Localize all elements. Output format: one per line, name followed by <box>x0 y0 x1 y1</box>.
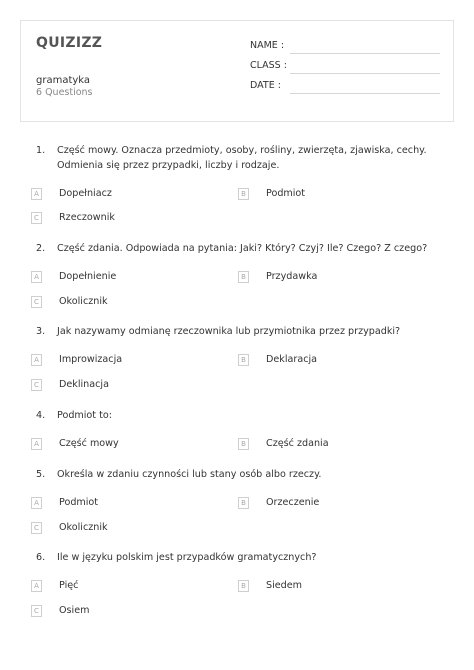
option-letter-box: A <box>31 580 42 592</box>
option-text: Deklaracja <box>266 354 318 365</box>
option-letter-box: B <box>238 188 249 200</box>
date-label: DATE : <box>250 80 281 91</box>
option-text: Osiem <box>59 605 90 616</box>
option-text: Orzeczenie <box>266 497 320 508</box>
option-text: Część mowy <box>59 438 119 449</box>
option-letter-box: C <box>31 296 42 308</box>
option-text: Pięć <box>59 580 79 591</box>
question-text: Część zdania. Odpowiada na pytania: Jaki? Który? Czyj? Ile? Czego? Z czego? <box>57 243 428 254</box>
option-text: Okolicznik <box>59 522 108 533</box>
option-text: Przydawka <box>266 271 318 282</box>
option-letter-box: C <box>31 379 42 391</box>
option-letter-box: A <box>31 271 42 283</box>
option-letter-box: B <box>238 497 249 509</box>
question-number: 1. <box>36 145 46 156</box>
name-field[interactable] <box>250 40 440 54</box>
question-number: 5. <box>36 469 46 480</box>
option-letter-box: A <box>31 497 42 509</box>
question-number: 4. <box>36 410 46 421</box>
option-letter-box: C <box>31 605 42 617</box>
option-text: Okolicznik <box>59 296 108 307</box>
option-letter-box: A <box>31 188 42 200</box>
worksheet-header <box>20 20 454 122</box>
question-text: Ile w języku polskim jest przypadków gramatycznych? <box>57 552 317 563</box>
question-number: 2. <box>36 243 46 254</box>
question-text: Określa w zdaniu czynności lub stany osób albo rzeczy. <box>57 469 322 480</box>
option-letter-box: B <box>238 354 249 366</box>
option-letter-box: B <box>238 438 249 450</box>
class-line <box>290 73 440 74</box>
option-text: Część zdania <box>266 438 329 449</box>
option-letter-box: A <box>31 354 42 366</box>
option-letter-box: C <box>31 522 42 534</box>
question-number: 3. <box>36 326 46 337</box>
name-line <box>290 53 440 54</box>
option-text: Siedem <box>266 580 302 591</box>
question-count: 6 Questions <box>36 87 93 98</box>
class-field[interactable] <box>250 60 440 74</box>
class-label: CLASS : <box>250 60 287 71</box>
question-text: Jak nazywamy odmianę rzeczownika lub przymiotnika przez przypadki? <box>57 326 401 337</box>
question-text: Część mowy. Oznacza przedmioty, osoby, rośliny, zwierzęta, zjawiska, cechy. Odmienia się przez przypadki, liczby i rodzaje. <box>57 145 427 171</box>
date-line <box>290 93 440 94</box>
option-text: Deklinacja <box>59 379 109 390</box>
name-label: NAME : <box>250 40 285 51</box>
date-field[interactable] <box>250 80 440 94</box>
option-letter-box: A <box>31 438 42 450</box>
question-number: 6. <box>36 552 46 563</box>
option-text: Dopełnienie <box>59 271 117 282</box>
option-text: Improwizacja <box>59 354 123 365</box>
option-text: Podmiot <box>266 188 306 199</box>
option-letter-box: B <box>238 580 249 592</box>
option-text: Dopełniacz <box>59 188 112 199</box>
worksheet-title: gramatyka <box>36 75 91 86</box>
option-letter-box: B <box>238 271 249 283</box>
quizizz-logo: QUIZIZZ <box>36 35 103 51</box>
option-text: Podmiot <box>59 497 99 508</box>
question-text: Podmiot to: <box>57 410 112 421</box>
option-letter-box: C <box>31 212 42 224</box>
option-text: Rzeczownik <box>59 212 115 223</box>
